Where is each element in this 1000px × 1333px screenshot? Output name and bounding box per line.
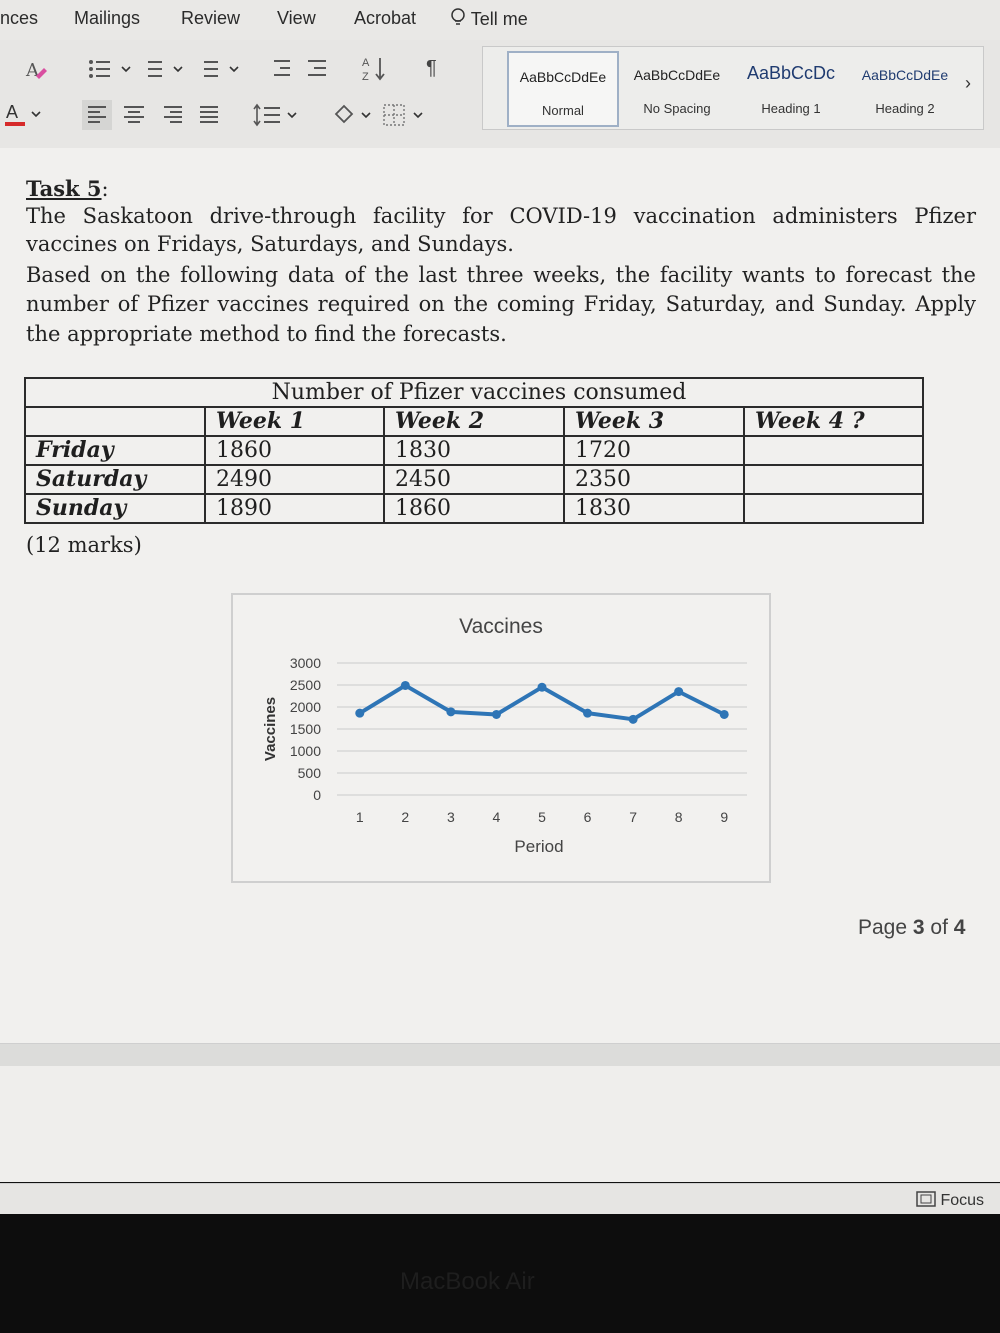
- row-label: Sunday: [25, 494, 205, 523]
- menu-acrobat[interactable]: Acrobat: [354, 8, 417, 28]
- table-header-cell: Week 2: [384, 407, 564, 436]
- row-label: Friday: [25, 436, 205, 465]
- style-heading-1[interactable]: [737, 51, 845, 123]
- svg-text:Z: Z: [362, 71, 369, 83]
- table-cell: [744, 465, 923, 494]
- data-point: [401, 681, 410, 690]
- style-name: No Spacing: [643, 101, 711, 116]
- style-sample: AaBbCcDdEe: [633, 67, 721, 83]
- menu-references[interactable]: nces: [0, 8, 39, 28]
- menu-mailings[interactable]: Mailings: [74, 8, 141, 28]
- table-row: [25, 494, 923, 523]
- svg-text:A: A: [362, 57, 370, 69]
- laptop-brand-text: MacBook Air: [400, 1268, 535, 1295]
- gallery-next-icon[interactable]: ›: [965, 73, 971, 93]
- x-tick-label: 4: [492, 809, 501, 825]
- shading-icon[interactable]: [330, 100, 434, 135]
- table-cell: 2350: [564, 465, 744, 494]
- table-header-cell: Week 3: [564, 407, 744, 436]
- x-tick-label: 5: [538, 809, 546, 825]
- x-tick-label: 7: [629, 809, 638, 825]
- next-page: [0, 1066, 1000, 1182]
- page-indicator: [858, 916, 965, 940]
- table-cell: 1720: [564, 436, 744, 465]
- data-point: [720, 710, 729, 719]
- y-tick-label: 3000: [289, 655, 321, 671]
- menu-review[interactable]: Review: [181, 8, 241, 28]
- y-tick-label: 500: [297, 765, 321, 781]
- status-bar: [0, 1183, 1000, 1214]
- clear-formatting-icon[interactable]: [24, 58, 48, 87]
- x-axis-label: Period: [514, 837, 564, 856]
- vaccines-table: [24, 377, 924, 524]
- data-point: [629, 715, 638, 724]
- chart-title: Vaccines: [459, 615, 543, 638]
- table-cell: 1830: [564, 494, 744, 523]
- data-point: [355, 709, 364, 718]
- tell-me-box[interactable]: [450, 8, 528, 30]
- paragraph-2-line-1: Based on the following data of the last three weeks, the facility wants to forecast the: [26, 263, 976, 287]
- paragraph-1-line-2: vaccines on Fridays, Saturdays, and Sundays.: [26, 232, 514, 256]
- table-row: [25, 465, 923, 494]
- focus-label: Focus: [940, 1192, 985, 1209]
- svg-text:A: A: [6, 102, 19, 122]
- table-cell: [744, 494, 923, 523]
- table-cell: 1830: [384, 436, 564, 465]
- table-cell: 1890: [205, 494, 384, 523]
- table-cell: 1860: [384, 494, 564, 523]
- align-left-icon[interactable]: [82, 100, 222, 135]
- menu-view[interactable]: View: [277, 8, 316, 28]
- svg-text:A: A: [26, 60, 39, 81]
- style-sample: AaBbCcDdEe: [519, 69, 607, 85]
- style-name: Normal: [542, 103, 584, 118]
- x-tick-label: 6: [583, 809, 592, 825]
- x-tick-label: 1: [355, 809, 364, 825]
- paragraph-2-line-2: number of Pfizer vaccines required on the coming Friday, Saturday, and Sunday. Apply: [26, 292, 976, 316]
- x-tick-label: 2: [401, 809, 410, 825]
- styles-gallery: [482, 46, 984, 130]
- sort-icon[interactable]: [360, 54, 390, 89]
- focus-icon: [916, 1191, 936, 1207]
- task-colon: :: [101, 177, 109, 201]
- style-no-spacing[interactable]: [623, 51, 731, 123]
- font-color-icon[interactable]: [4, 100, 44, 133]
- svg-text:¶: ¶: [426, 57, 437, 79]
- page-gap: [0, 1043, 1000, 1067]
- menu-bar: [0, 0, 1000, 40]
- y-tick-label: 1500: [289, 721, 321, 737]
- y-tick-label: 1000: [289, 743, 321, 759]
- table-cell: [744, 436, 923, 465]
- data-point: [446, 707, 455, 716]
- table-header-cell: Week 1: [205, 407, 384, 436]
- table-header-cell: Week 4 ?: [744, 407, 923, 436]
- vaccines-chart: [233, 595, 769, 881]
- table-header-cell: [25, 407, 205, 436]
- table-header-row: [25, 407, 923, 436]
- y-tick-label: 0: [313, 787, 321, 803]
- row-label: Saturday: [25, 465, 205, 494]
- table-cell: 2450: [384, 465, 564, 494]
- table-caption: Number of Pfizer vaccines consumed: [25, 378, 923, 407]
- chart-container: [231, 593, 771, 883]
- x-tick-label: 8: [674, 809, 683, 825]
- lightbulb-icon: [450, 8, 466, 28]
- page-of: of: [924, 916, 954, 939]
- style-sample: AaBbCcDc: [746, 63, 836, 83]
- paragraph-mark-icon[interactable]: [424, 54, 446, 85]
- page-prefix: Page: [858, 916, 913, 939]
- paragraph-1-line-1: The Saskatoon drive-through facility for COVID-19 vaccination administers Pfizer: [26, 204, 976, 228]
- paragraph-2-line-3: the appropriate method to find the forecasts.: [26, 322, 507, 346]
- bullets-icon[interactable]: [88, 56, 248, 87]
- line-spacing-icon[interactable]: [252, 100, 302, 135]
- y-tick-label: 2000: [289, 699, 321, 715]
- y-axis-label: Vaccines: [262, 696, 279, 762]
- indent-icon[interactable]: [268, 56, 332, 87]
- task-title: Task 5: [26, 176, 102, 201]
- style-normal[interactable]: [507, 51, 619, 127]
- style-name: Heading 1: [761, 101, 821, 116]
- style-name: Heading 2: [875, 101, 935, 116]
- tell-me-label: Tell me: [470, 9, 528, 29]
- table-cell: 2490: [205, 465, 384, 494]
- data-point: [492, 710, 501, 719]
- page-total: 4: [953, 916, 966, 939]
- marks-label: (12 marks): [26, 533, 142, 557]
- page-current: 3: [912, 916, 925, 939]
- style-sample: AaBbCcDdEe: [861, 67, 949, 83]
- x-tick-label: 3: [446, 809, 455, 825]
- table-cell: 1860: [205, 436, 384, 465]
- data-point: [674, 687, 683, 696]
- data-point: [538, 683, 547, 692]
- y-tick-label: 2500: [289, 677, 321, 693]
- table-row: [25, 436, 923, 465]
- data-point: [583, 709, 592, 718]
- task-heading: [26, 174, 976, 204]
- style-heading-2[interactable]: [851, 51, 959, 123]
- focus-mode-button[interactable]: [916, 1191, 984, 1210]
- x-tick-label: 9: [720, 809, 729, 825]
